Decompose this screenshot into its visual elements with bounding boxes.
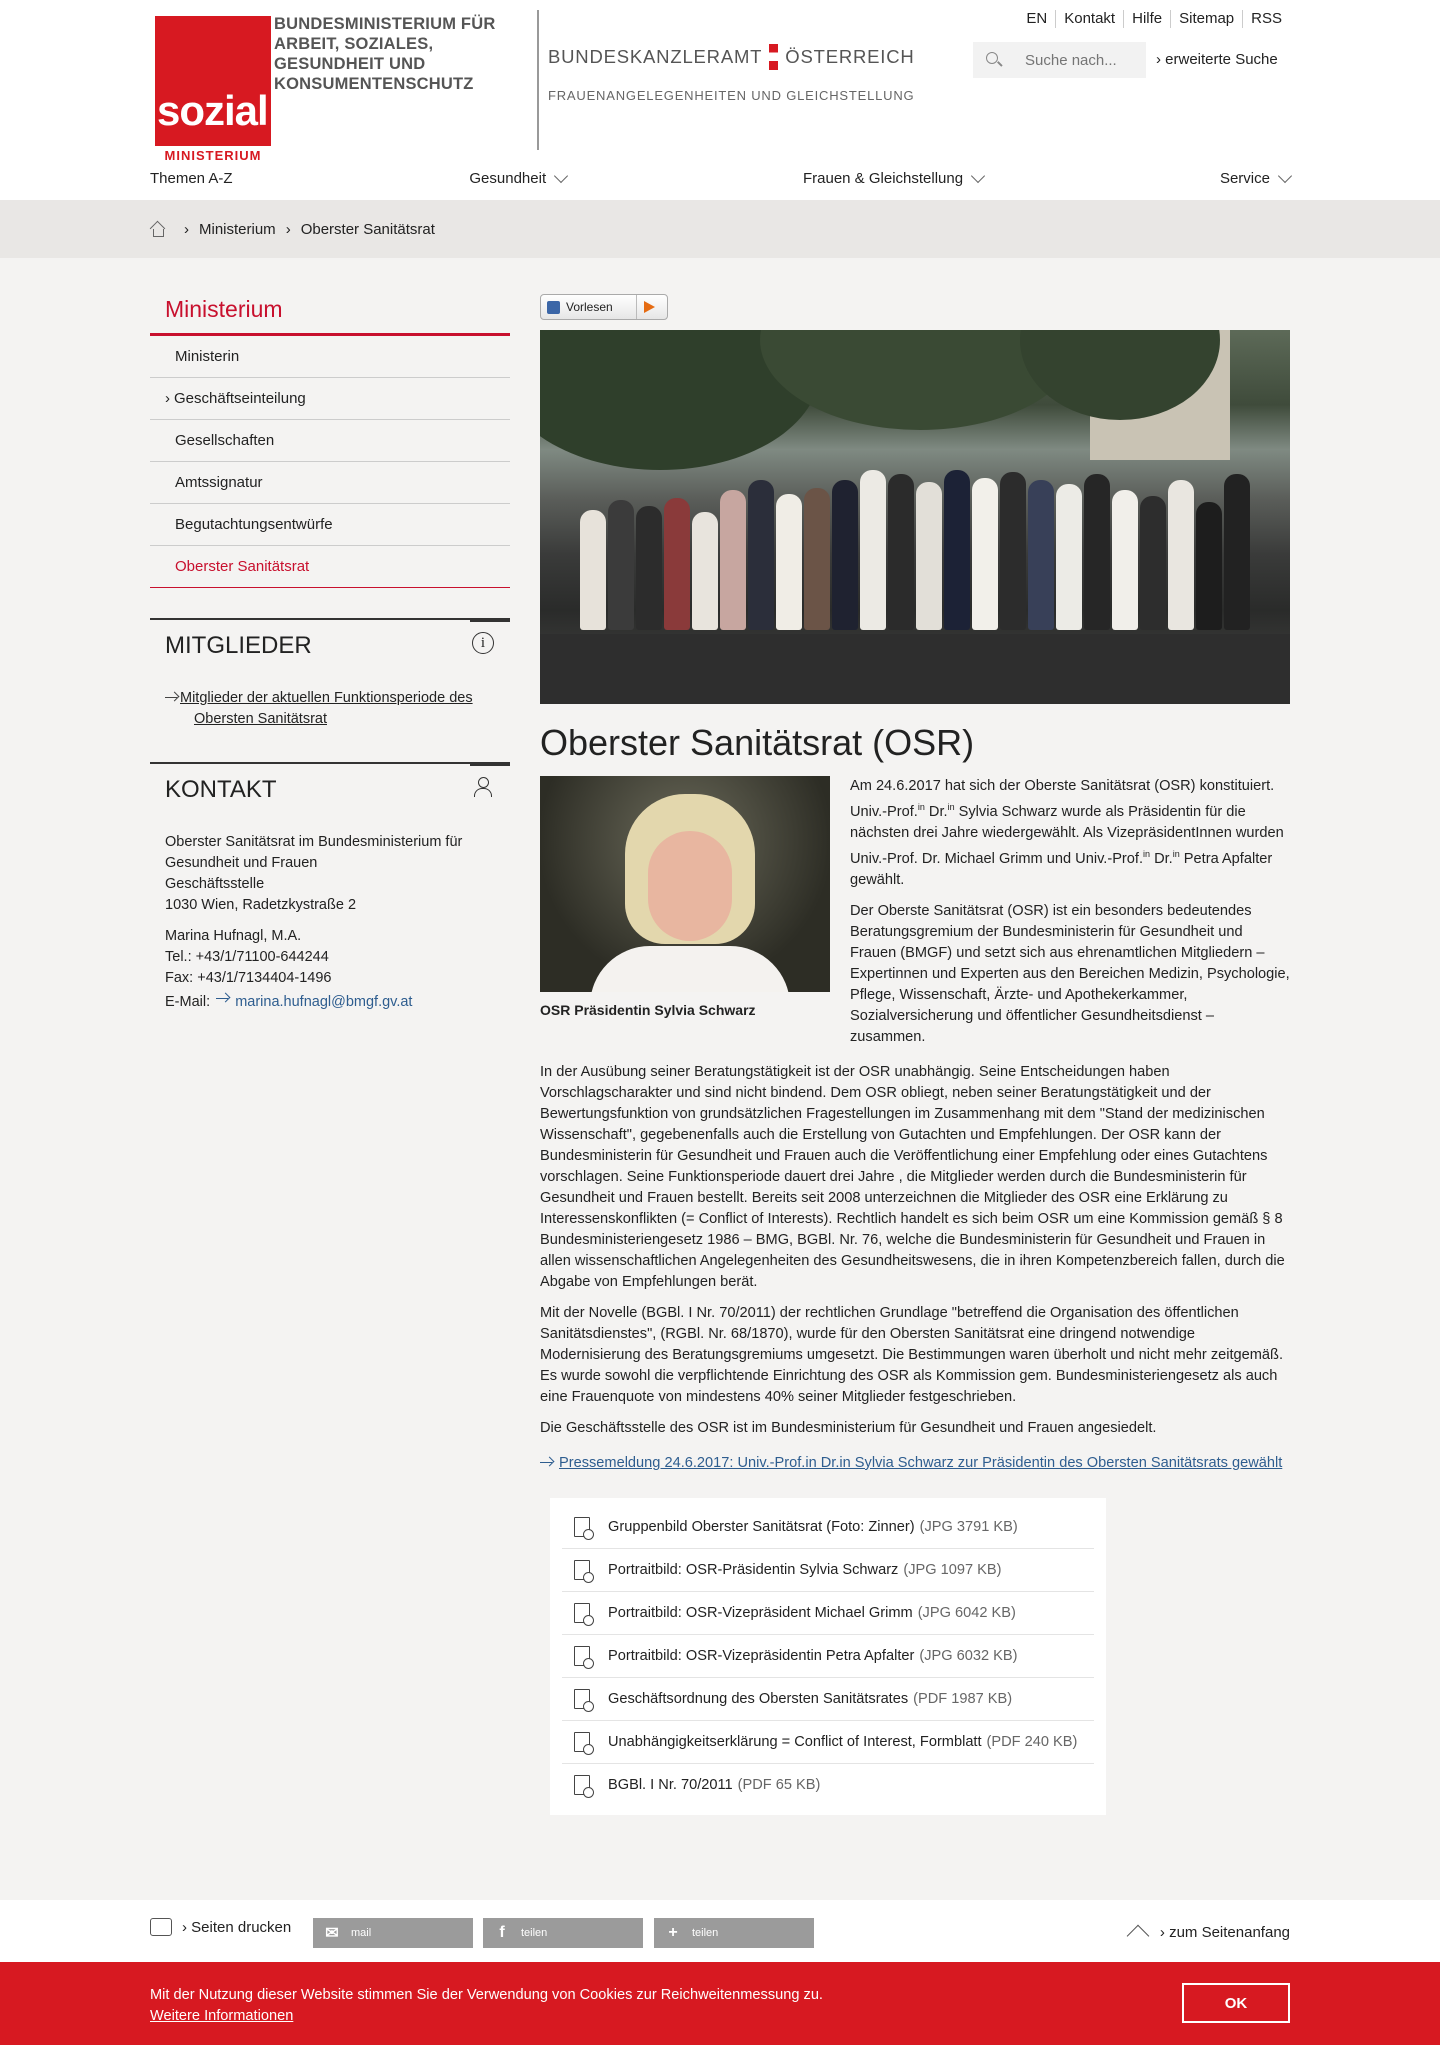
person-shape — [944, 470, 970, 630]
topnav-rss[interactable]: RSS — [1242, 10, 1290, 28]
download-meta: (JPG 1097 KB) — [903, 1561, 1002, 1578]
sidebar-title[interactable]: Ministerium — [150, 278, 510, 336]
breadcrumb-separator: › — [184, 220, 189, 238]
print-link[interactable] — [150, 1918, 291, 1936]
main-nav — [150, 170, 1290, 187]
top-nav — [1018, 10, 1290, 28]
header — [0, 0, 1440, 200]
body-text — [540, 1062, 1290, 1439]
main-area — [0, 258, 1440, 1900]
nav-gesundheit-label: Gesundheit — [469, 170, 547, 187]
bka-sub: FRAUENANGELEGENHEITEN UND GLEICHSTELLUNG — [548, 88, 915, 103]
people-group — [580, 450, 1250, 630]
contact-box — [150, 762, 510, 1013]
share-fb-label: teilen — [521, 1927, 548, 1939]
contact-org-line: 1030 Wien, Radetzkystraße 2 — [165, 897, 357, 913]
person-shape — [832, 480, 858, 630]
sidebar-item-label: Gesellschaften — [175, 432, 275, 449]
paragraph: In der Ausübung seiner Beratungstätigkeit ist der OSR unabhängig. Seine Entscheidungen haben Vorschlagscharakter und sind nicht bindend. Dem OSR obliegt, neben seiner Beratungstätigkeit und der Bewertungsfunktion von grundsätzlichen Fragestellungen im Zusammenhang mit dem "Stand der medizinischen Wissenschaft", gegebenenfalls auch die Erstellung von Gutachten und Empfehlungen. Der OSR kann der Bundesministerin für Gesundheit und Frauen auch die Veröffentlichung einer Empfehlung oder eines Gutachtens vorschlagen. Seine Funktionsperiode dauert drei Jahre , die Mitglieder werden durch die Bundesministerin für Gesundheit und Frauen bestellt. Bereits seit 2008 unterzeichnen die Mitglieder des OSR eine Erklärung zu Interessenskonflikten (= Conflict of Interests). Rechtlich handelt es sich beim OSR um eine Kommission gemäß § 8 Bundesministeriengesetz 1986 – BMG, BGBl. Nr. 76, welche die Bundesministerin für Gesundheit und Frauen in allen wissenschaftlichen Angelegenheiten des Gesundheitswesens, die in ihren Kompetenzbereich fallen, durch die Abgabe von Empfehlungen berät. — [540, 1063, 1285, 1290]
sidebar-item-ministerin[interactable] — [150, 336, 510, 378]
person-shape — [804, 488, 830, 630]
bka-logo[interactable] — [548, 44, 915, 70]
play-icon — [644, 301, 655, 313]
download-item[interactable] — [562, 1721, 1094, 1764]
logo-divider — [537, 10, 539, 150]
contact-org-line: Geschäftsstelle — [165, 876, 265, 892]
group-photo — [540, 330, 1290, 704]
intro-paragraph-2: Der Oberste Sanitätsrat (OSR) ist ein besonders bedeutendes Beratungsgremium der Bundesministerin für Gesundheit und Frauen (BMGF) und setzt sich aus ehrenamtlichen Mitgliedern – Expertinnen und Experten aus den Bereichen Medizin, Psychologie, Pflege, Wissenschaft, Ärzte- und Apothekerkammer, Sozialversicherung und öffentlicher Gesundheitsdienst – zusammen. — [850, 902, 1290, 1045]
sidebar-menu — [150, 336, 510, 588]
arrow-right-icon — [216, 992, 231, 1006]
back-to-top-link[interactable] — [1130, 1920, 1290, 1944]
person-shape — [1224, 474, 1250, 630]
members-box — [150, 618, 510, 730]
search-bar — [973, 42, 1290, 78]
sidebar-item-osr[interactable] — [150, 546, 510, 588]
sidebar-item-label: Begutachtungsentwürfe — [175, 516, 333, 533]
topnav-sitemap[interactable]: Sitemap — [1170, 10, 1242, 28]
person-shape — [664, 498, 690, 630]
breadcrumb-current: Oberster Sanitätsrat — [300, 220, 435, 238]
share-plus-button[interactable] — [654, 1918, 814, 1948]
printer-icon — [150, 1918, 172, 1936]
person-shape — [1196, 502, 1222, 630]
nav-gesundheit[interactable] — [469, 170, 566, 187]
nav-service-label: Service — [1219, 170, 1270, 187]
members-title: MITGLIEDER — [165, 632, 312, 659]
press-link-row — [540, 1453, 1290, 1474]
chevron-down-icon — [971, 169, 985, 183]
download-meta: (JPG 6032 KB) — [919, 1647, 1018, 1664]
download-item[interactable] — [562, 1635, 1094, 1678]
person-shape — [1168, 480, 1194, 630]
box-tab — [470, 762, 510, 766]
cookie-banner — [0, 1962, 1440, 2045]
footer-bar — [0, 1900, 1440, 1962]
portrait-caption: OSR Präsidentin Sylvia Schwarz — [540, 1002, 756, 1018]
paragraph: Die Geschäftsstelle des OSR ist im Bundesministerium für Gesundheit und Frauen angesiedelt. — [540, 1419, 1157, 1436]
arrow-right-icon — [540, 1456, 555, 1470]
topnav-en[interactable]: EN — [1026, 10, 1048, 27]
download-label: BGBl. I Nr. 70/2011 — [608, 1777, 733, 1794]
intro-paragraph-1: Am 24.6.2017 hat sich der Oberste Sanitätsrat (OSR) konstituiert. Univ.-Prof.$^{in}$ Dr.$^{in}$ Sylvia Schwarz wurde als Präsidentin für die nächsten drei Jahre wiedergewählt. Als VizepräsidentInnen wurden Univ.-Prof. Dr. Michael Grimm und Univ.-Prof.$^{in}$ Dr.$^{in}$ Petra Apfalter gewählt. — [850, 778, 1284, 888]
nav-frauen-label: Frauen & Gleichstellung — [802, 170, 964, 187]
portrait — [540, 776, 830, 1058]
vorlesen-button[interactable] — [540, 294, 668, 320]
download-meta: (JPG 3791 KB) — [919, 1518, 1018, 1535]
download-item[interactable] — [562, 1764, 1094, 1807]
download-label: Geschäftsordnung des Obersten Sanitätsrates — [608, 1690, 909, 1707]
share-facebook-button[interactable] — [483, 1918, 643, 1948]
sidebar-item-geschaeftseinteilung[interactable] — [150, 378, 510, 420]
document-download-icon — [574, 1732, 590, 1752]
document-download-icon — [574, 1517, 590, 1537]
download-label: Portraitbild: OSR-Vizepräsidentin Petra Apfalter — [608, 1647, 915, 1664]
print-label: › Seiten drucken — [182, 1918, 292, 1936]
person-shape — [720, 490, 746, 630]
person-shape — [608, 500, 634, 630]
sozialministerium-logo[interactable] — [155, 16, 271, 163]
box-tab — [470, 618, 510, 622]
topnav-kontakt[interactable]: Kontakt — [1055, 10, 1123, 28]
download-item[interactable] — [562, 1678, 1094, 1721]
cookie-text: Mit der Nutzung dieser Website stimmen Sie der Verwendung von Cookies zur Reichweitenmessung zu. — [150, 1987, 823, 2003]
speaker-icon — [547, 301, 560, 314]
share-plus-label: teilen — [692, 1927, 719, 1939]
divider — [636, 295, 637, 319]
contact-email-label: E-Mail: — [165, 994, 211, 1010]
press-link[interactable]: Pressemeldung 24.6.2017: Univ.-Prof.in Dr.in Sylvia Schwarz zur Präsidentin des Obersten Sanitätsrats gewählt — [559, 1454, 1283, 1471]
nav-themen-label: Themen A-Z — [150, 170, 233, 187]
sidebar-item-label: Ministerin — [175, 348, 240, 365]
person-shape — [776, 494, 802, 630]
portrait-image — [540, 776, 830, 992]
person-shape — [692, 512, 718, 630]
contact-title: KONTAKT — [165, 776, 277, 803]
chevron-up-icon — [1127, 1925, 1150, 1948]
person-icon — [472, 776, 494, 798]
contact-tel: Tel.: +43/1/71100-644244 — [165, 949, 329, 965]
paragraph: Mit der Novelle (BGBl. I Nr. 70/2011) der rechtlichen Grundlage "betreffend die Organisation des öffentlichen Sanitätsdienstes", (RGBl. Nr. 68/1870), wurde für den Obersten Sanitätsrat eine dringend notwendige Modernisierung des Beratungsgremiums umgesetzt. Die Bestimmungen waren überholt und nicht mehr zeitgemäß. Es wurde sowohl die verpflichtende Einrichtung des OSR als Kommission gem. Bundesministeriengesetz als auch eine Frauenquote von mindestens 40% seiner Mitglieder festgeschrieben. — [540, 1304, 1284, 1405]
document-download-icon — [574, 1775, 590, 1795]
download-label: Portraitbild: OSR-Präsidentin Sylvia Schwarz — [608, 1561, 899, 1578]
download-item[interactable] — [562, 1506, 1094, 1549]
home-icon[interactable] — [150, 222, 166, 236]
cookie-text-block — [150, 1985, 823, 2027]
cookie-ok-button[interactable]: OK — [1182, 1983, 1290, 2023]
person-shape — [1112, 490, 1138, 630]
person-shape — [636, 506, 662, 630]
cookie-more-link[interactable]: Weitere Informationen — [150, 2008, 294, 2024]
contact-name: Marina Hufnagl, M.A. — [165, 928, 302, 944]
back-to-top-label: › zum Seitenanfang — [1159, 1923, 1290, 1941]
contact-org-line: Oberster Sanitätsrat im Bundesministerium für — [165, 834, 463, 850]
download-label: Portraitbild: OSR-Vizepräsident Michael Grimm — [608, 1604, 913, 1621]
intro-text — [850, 776, 1290, 1058]
document-download-icon — [574, 1646, 590, 1666]
person-shape — [972, 478, 998, 630]
info-icon[interactable]: i — [472, 632, 494, 654]
content — [540, 294, 1290, 1815]
intro-section — [540, 776, 1290, 1058]
nav-frauen[interactable] — [803, 170, 983, 187]
page-title: Oberster Sanitätsrat (OSR) — [540, 722, 975, 763]
document-download-icon — [574, 1560, 590, 1580]
download-item[interactable] — [562, 1549, 1094, 1592]
advanced-search-link[interactable]: › erweiterte Suche — [1146, 42, 1290, 78]
members-link-row — [150, 660, 510, 730]
person-shape — [1140, 496, 1166, 630]
download-label: Gruppenbild Oberster Sanitätsrat (Foto: Zinner) — [608, 1518, 915, 1535]
share-mail-button[interactable] — [313, 1918, 473, 1948]
person-shape — [580, 510, 606, 630]
person-shape — [1000, 472, 1026, 630]
logo-word: sozial — [157, 87, 268, 134]
person-shape — [748, 480, 774, 630]
austria-flag-icon — [769, 44, 778, 70]
download-label: Unabhängigkeitserklärung = Conflict of Interest, Formblatt — [608, 1733, 982, 1750]
person-shape — [860, 470, 886, 630]
download-meta: (PDF 240 KB) — [986, 1733, 1078, 1750]
download-item[interactable] — [562, 1592, 1094, 1635]
ministry-name: BUNDESMINISTERIUM FÜR ARBEIT, SOZIALES, GESUNDHEIT UND KONSUMENTENSCHUTZ — [274, 15, 496, 93]
sidebar-item-amtssignatur[interactable] — [150, 462, 510, 504]
download-meta: (PDF 1987 KB) — [913, 1690, 1013, 1707]
person-shape — [888, 474, 914, 630]
contact-org-line: Gesundheit und Frauen — [165, 855, 318, 871]
chevron-down-icon — [554, 169, 568, 183]
facebook-icon: f — [499, 1924, 505, 1941]
download-meta: (PDF 65 KB) — [737, 1777, 821, 1794]
bka-right: ÖSTERREICH — [785, 46, 915, 67]
download-meta: (JPG 6042 KB) — [917, 1604, 1016, 1621]
sidebar — [150, 278, 510, 1023]
person-shape — [916, 482, 942, 630]
body-shape — [590, 946, 790, 992]
nav-service[interactable] — [1220, 170, 1290, 187]
logo-sub: MINISTERIUM — [155, 148, 271, 163]
bka-left: BUNDESKANZLERAMT — [548, 46, 763, 67]
topnav-hilfe[interactable]: Hilfe — [1123, 10, 1170, 28]
contact-email-link[interactable]: marina.hufnagl@bmgf.gv.at — [235, 994, 413, 1010]
person-shape — [1056, 484, 1082, 630]
members-link[interactable]: Mitglieder der aktuellen Funktionsperiode des Obersten Sanitätsrat — [180, 690, 473, 727]
face-shape — [648, 831, 732, 941]
vorlesen-label: Vorlesen — [566, 300, 613, 314]
arrow-right-icon — [165, 691, 180, 705]
person-shape — [1084, 474, 1110, 630]
sidebar-item-begutachtung[interactable] — [150, 504, 510, 546]
sidebar-item-prefix: › — [165, 390, 170, 407]
breadcrumb-ministerium[interactable]: Ministerium — [199, 220, 276, 238]
downloads-list — [550, 1498, 1106, 1815]
floor-shape — [540, 634, 1290, 704]
sidebar-item-label: Oberster Sanitätsrat — [175, 558, 310, 575]
share-mail-label: mail — [351, 1927, 372, 1939]
person-shape — [1028, 480, 1054, 630]
breadcrumb-separator: › — [285, 220, 291, 238]
chevron-down-icon — [1278, 169, 1292, 183]
search-icon[interactable] — [973, 42, 1013, 78]
sidebar-item-label: Amtssignatur — [175, 474, 263, 491]
document-download-icon — [574, 1689, 590, 1709]
breadcrumb — [0, 200, 1440, 258]
contact-details — [150, 804, 510, 1013]
search-input[interactable] — [1025, 52, 1125, 69]
document-download-icon — [574, 1603, 590, 1623]
sidebar-item-label: Geschäftseinteilung — [174, 390, 306, 407]
mail-icon: ✉ — [325, 1925, 339, 1942]
plus-icon: + — [668, 1924, 678, 1941]
nav-themen[interactable] — [150, 170, 233, 187]
contact-fax: Fax: +43/1/7134404-1496 — [165, 970, 332, 986]
sidebar-item-gesellschaften[interactable] — [150, 420, 510, 462]
